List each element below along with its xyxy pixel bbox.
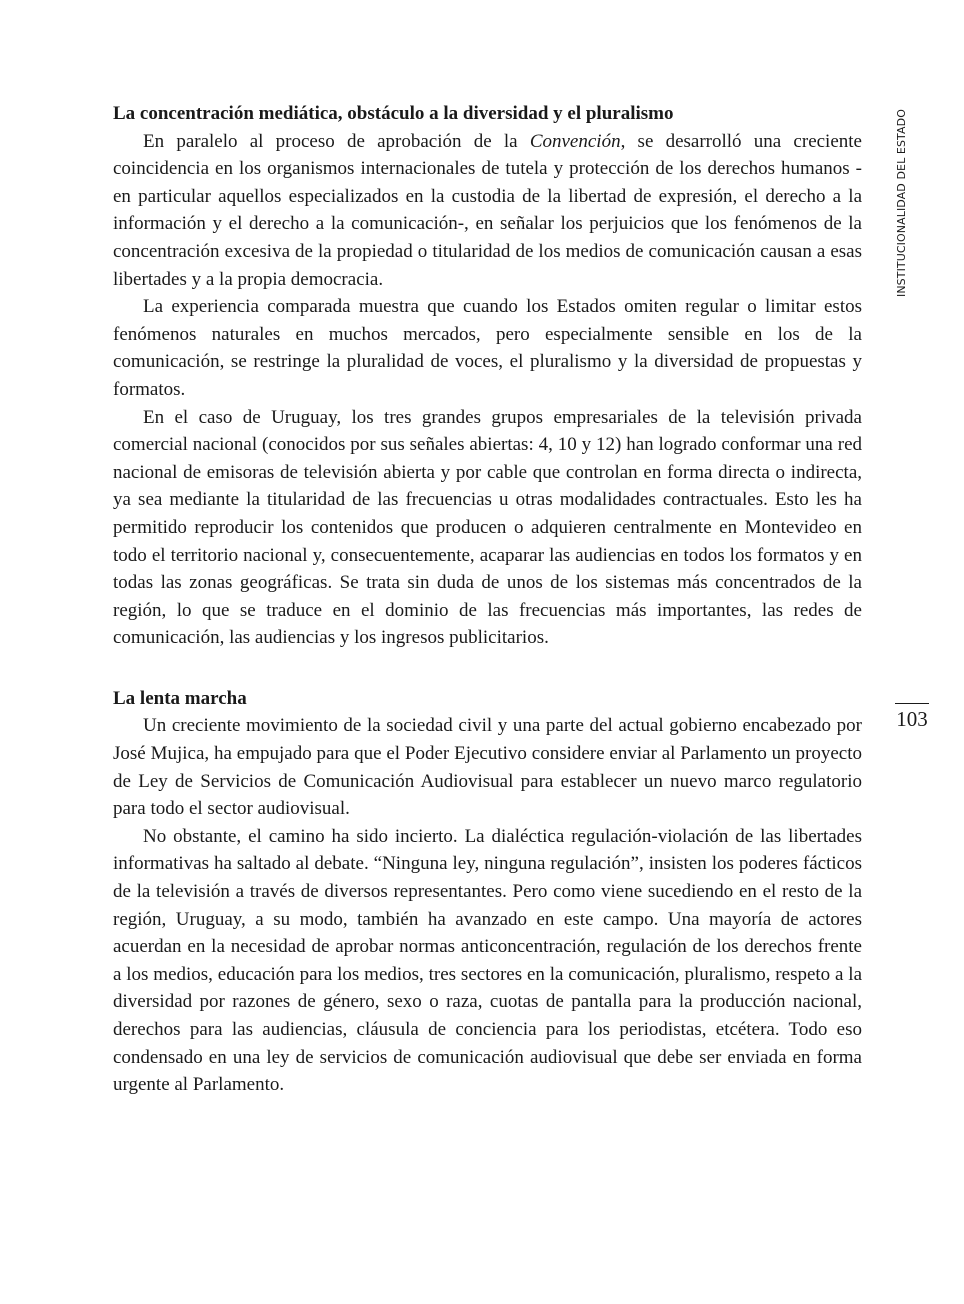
paragraph-text: , se desarrolló una creciente coincidencia en los organismos internacionales de tutela y protección de los derechos humanos -en particular aquellos especializados en la custodia de la libertad de expresión, el derecho a la información y el derecho a la comunicación-, en señalar los perjuicios que los fenómenos de la concentración excesiva de la propiedad o titularidad de los medios de comunicación causan a esas libertades y a la propia democracia.: [113, 130, 862, 290]
page-body: [113, 100, 862, 1099]
section-gap: [113, 652, 862, 685]
emphasis-convencion: Convención: [529, 130, 621, 152]
paragraph: [113, 128, 862, 294]
paragraph: En el caso de Uruguay, los tres grandes grupos empresariales de la televisión privada comercial nacional (conocidos por sus señales abiertas: 4, 10 y 12) han logrado conformar una red nacional de emisoras de televisión abierta y por cable que controlan en forma directa o indirecta, ya sea mediante la titularidad de las frecuencias u otras modalidades contractuales. Esto les ha permitido reproducir los contenidos que producen o adquieren centralmente en Montevideo en todo el territorio nacional y, consecuentemente, acaparar las audiencias en todos los formatos y en todas las zonas geográficas. Se trata sin duda de unos de los sistemas más concentrados de la región, lo que se traduce en el dominio de las frecuencias más importantes, las redes de comunicación, las audiencias y los ingresos publicitarios.: [113, 406, 862, 649]
section-heading-lenta-marcha: La lenta marcha: [113, 687, 247, 709]
paragraph: La experiencia comparada muestra que cuando los Estados omiten regular o limitar estos fenómenos naturales en muchos mercados, pero especialmente sensible en los de la comunicación, se restringe la pluralidad de voces, el pluralismo y la diversidad de propuestas y formatos.: [113, 296, 862, 400]
running-head: INSTITUCIONALIDAD DEL ESTADO: [895, 109, 908, 297]
paragraph: No obstante, el camino ha sido incierto. La dialéctica regulación-violación de las libertades informativas ha saltado al debate. “Ninguna ley, ninguna regulación”, insisten los poderes fácticos de la televisión a través de diversos representantes. Pero como viene sucediendo en el resto de la región, Uruguay, a su modo, también ha avanzado en este campo. Una mayoría de actores acuerdan en la necesidad de aprobar normas anticoncentración, regulación de los derechos frente a los medios, educación para los medios, tres sectores en la comunicación, pluralismo, respeto a la diversidad por razones de género, sexo o raza, cuotas de pantalla para la producción nacional, derechos para las audiencias, cláusula de conciencia para los periodistas, etcétera. Todo eso condensado en una ley de servicios de comunicación audiovisual que debe ser enviada en forma urgente al Parlamento.: [113, 825, 862, 1096]
section-heading-concentration: La concentración mediática, obstáculo a la diversidad y el pluralismo: [113, 103, 674, 124]
page-number: 103: [896, 707, 928, 731]
page-number-rule: [895, 703, 929, 704]
paragraph-text: En paralelo al proceso de aprobación de la: [143, 130, 530, 152]
paragraph: Un creciente movimiento de la sociedad civil y una parte del actual gobierno encabezado por José Mujica, ha empujado para que el Poder Ejecutivo considere enviar al Parlamento un proyecto de Ley de Servicios de Comunicación Audiovisual para establecer un nuevo marco regulatorio para todo el sector audiovisual.: [113, 715, 862, 820]
